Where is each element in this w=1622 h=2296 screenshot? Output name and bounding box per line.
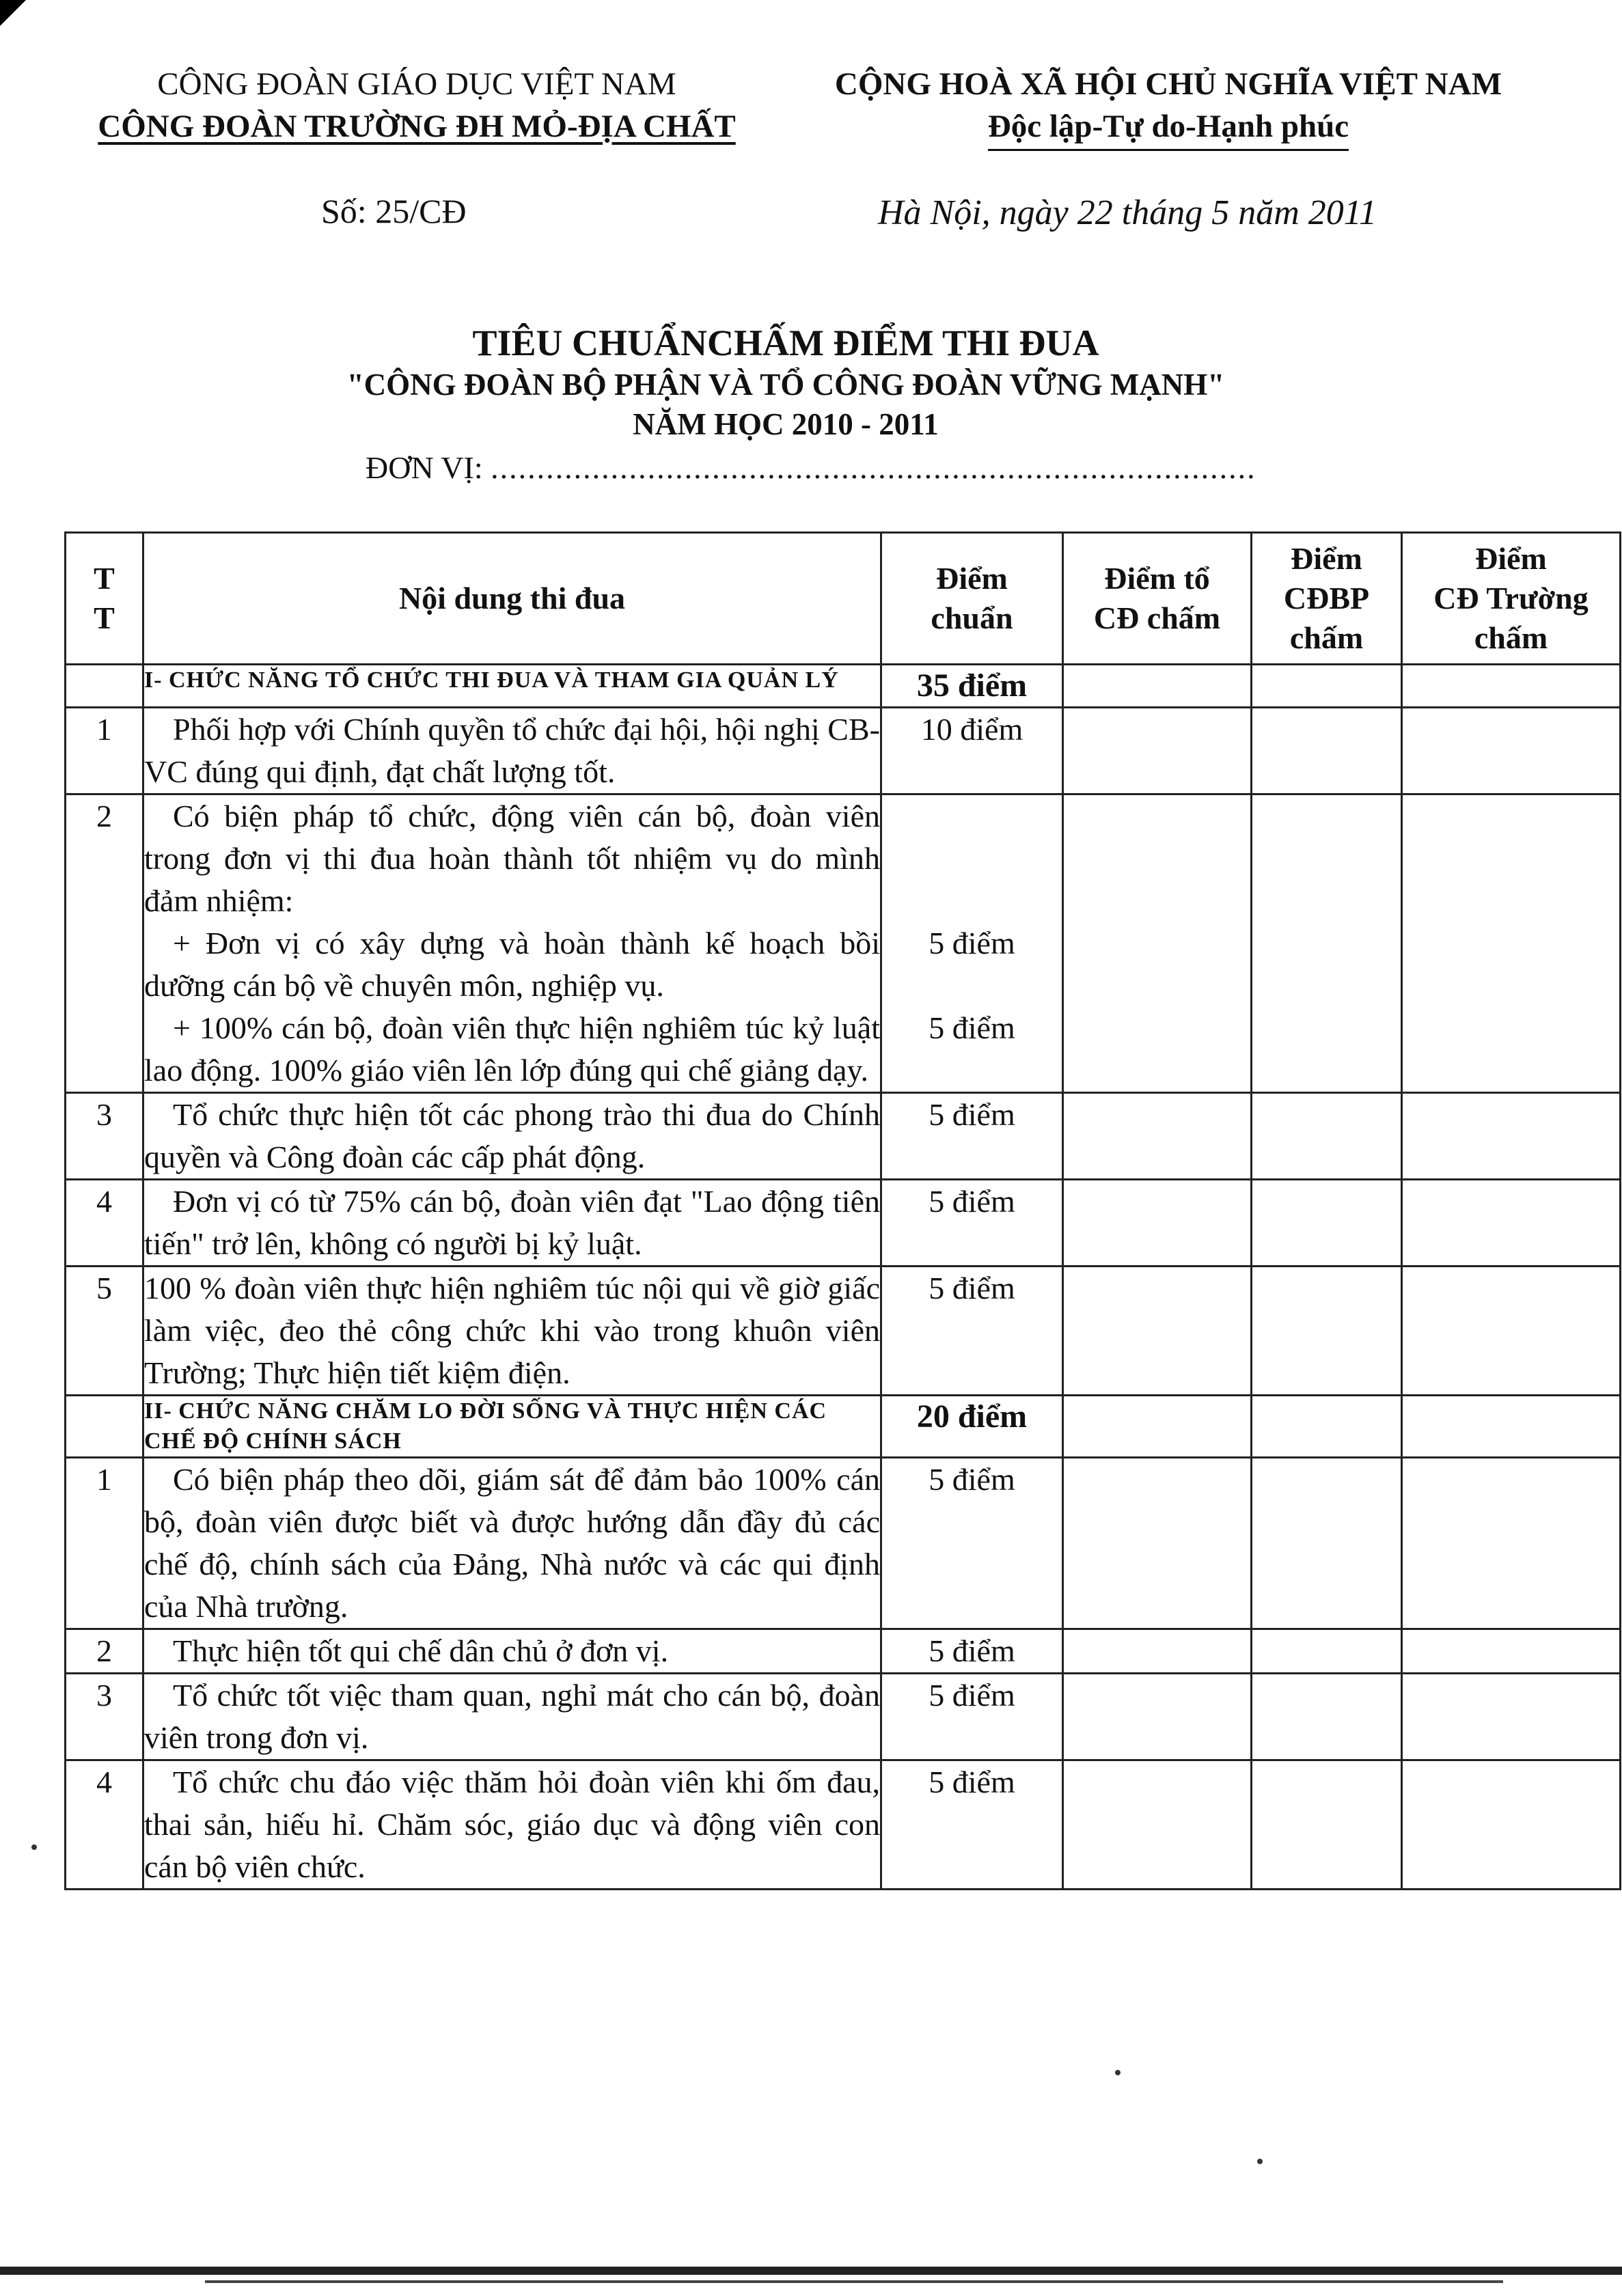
- scan-speck: [1257, 2159, 1263, 2164]
- sub-item-a-score: 5 điểm: [929, 926, 1015, 960]
- col-header-group-1: Điểm tổ: [1104, 561, 1210, 596]
- nation-line-1: CỘNG HOÀ XÃ HỘI CHỦ NGHĨA VIỆT NAM: [834, 66, 1502, 102]
- row-standard-score: 5 điểm: [881, 1458, 1063, 1629]
- scan-bottom-edge-line: [205, 2280, 1503, 2283]
- score-cell-group[interactable]: [1063, 1396, 1252, 1458]
- organization-header: [68, 63, 765, 148]
- title-subtitle: "CÔNG ĐOÀN BỘ PHẬN VÀ TỔ CÔNG ĐOÀN VỮNG MẠNH": [346, 368, 1225, 402]
- row-standard-score: 5 điểm: [881, 1674, 1063, 1760]
- place-and-date: Hà Nội, ngày 22 tháng 5 năm 2011: [878, 193, 1377, 232]
- national-header: [793, 63, 1544, 151]
- table-row: [66, 1629, 1621, 1674]
- row-content: Có biện pháp theo dõi, giám sát để đảm bảo 100% cán bộ, đoàn viên được biết và được hướng dẫn đầy đủ các chế độ, chính sách của Đảng, Nhà nước và các qui định của Nhà trường.: [143, 1458, 881, 1629]
- score-cell-cdbp[interactable]: [1252, 708, 1402, 794]
- document-number: Số: 25/CĐ: [321, 192, 467, 230]
- score-cell-school[interactable]: [1402, 1629, 1621, 1674]
- col-header-school-score: [1402, 533, 1621, 665]
- col-header-standard-1: Điểm: [936, 561, 1008, 596]
- section-tt-cell: [66, 665, 143, 708]
- score-cell-cdbp[interactable]: [1252, 1093, 1402, 1180]
- sub-item-b-score: 5 điểm: [929, 1010, 1015, 1045]
- score-cell-group[interactable]: [1063, 1674, 1252, 1760]
- section-title-1: I- CHỨC NĂNG TỔ CHỨC THI ĐUA VÀ THAM GIA QUẢN LÝ: [143, 665, 881, 708]
- unit-blank: ...................................................................................: [491, 450, 1256, 485]
- score-cell-school[interactable]: [1402, 665, 1621, 708]
- score-cell-cdbp[interactable]: [1252, 1396, 1402, 1458]
- row-standard-score: 5 điểm: [881, 1093, 1063, 1180]
- row-standard-score: 10 điểm: [881, 708, 1063, 794]
- row-standard-score: 5 điểm: [881, 1267, 1063, 1396]
- score-cell-group[interactable]: [1063, 794, 1252, 1093]
- score-cell-school[interactable]: [1402, 1760, 1621, 1890]
- title-main: TIÊU CHUẨNCHẤM ĐIỂM THI ĐUA: [472, 322, 1099, 363]
- score-cell-group[interactable]: [1063, 1629, 1252, 1674]
- table-row: [66, 1458, 1621, 1629]
- row-number: 4: [66, 1760, 143, 1890]
- section-row-1: [66, 665, 1621, 708]
- col-header-school-1: Điểm: [1475, 541, 1547, 576]
- col-header-cdbp-1: Điểm: [1291, 541, 1362, 576]
- col-header-standard: [881, 533, 1063, 665]
- row-content: 100 % đoàn viên thực hiện nghiêm túc nội qui về giờ giấc làm việc, đeo thẻ công chức khi vào trong khuôn viên Trường; Thực hiện tiết kiệm điện.: [143, 1267, 881, 1396]
- national-motto: Độc lập-Tự do-Hạnh phúc: [988, 105, 1349, 151]
- row-content: Phối hợp với Chính quyền tổ chức đại hội, hội nghị CB-VC đúng qui định, đạt chất lượng tốt.: [143, 708, 881, 794]
- score-cell-cdbp[interactable]: [1252, 794, 1402, 1093]
- score-cell-group[interactable]: [1063, 1458, 1252, 1629]
- score-cell-school[interactable]: [1402, 1674, 1621, 1760]
- score-cell-cdbp[interactable]: [1252, 1458, 1402, 1629]
- row-number: 1: [66, 708, 143, 794]
- scan-corner-mark: [0, 0, 26, 26]
- col-header-standard-2: chuẩn: [931, 600, 1013, 635]
- section-score-2: 20 điểm: [881, 1396, 1063, 1458]
- score-cell-group[interactable]: [1063, 665, 1252, 708]
- row-standard-score: 5 điểm: [881, 1180, 1063, 1267]
- score-cell-group[interactable]: [1063, 1267, 1252, 1396]
- score-cell-cdbp[interactable]: [1252, 665, 1402, 708]
- score-cell-cdbp[interactable]: [1252, 1674, 1402, 1760]
- row-sub-item-b: + 100% cán bộ, đoàn viên thực hiện nghiêm túc kỷ luật lao động. 100% giáo viên lên lớp đúng qui chế giảng dạy.: [144, 1010, 880, 1088]
- row-content: Tổ chức chu đáo việc thăm hỏi đoàn viên khi ốm đau, thai sản, hiếu hỉ. Chăm sóc, giáo dục và động viên con cán bộ viên chức.: [143, 1760, 881, 1890]
- row-number: 4: [66, 1180, 143, 1267]
- col-header-school-3: chấm: [1474, 620, 1548, 655]
- row-intro: Có biện pháp tổ chức, động viên cán bộ, đoàn viên trong đơn vị thi đua hoàn thành tốt nhiệm vụ do mình đảm nhiệm:: [144, 799, 880, 918]
- score-cell-school[interactable]: [1402, 1267, 1621, 1396]
- score-cell-cdbp[interactable]: [1252, 1180, 1402, 1267]
- col-header-cdbp-3: chấm: [1289, 620, 1364, 655]
- table-row: [66, 794, 1621, 1093]
- table-row: [66, 1093, 1621, 1180]
- row-content: Tổ chức tốt việc tham quan, nghỉ mát cho cán bộ, đoàn viên trong đơn vị.: [143, 1674, 881, 1760]
- row-standard-score: 5 điểm: [881, 1760, 1063, 1890]
- score-cell-group[interactable]: [1063, 1760, 1252, 1890]
- row-content: Thực hiện tốt qui chế dân chủ ở đơn vị.: [143, 1629, 881, 1674]
- score-cell-group[interactable]: [1063, 1093, 1252, 1180]
- table-row: [66, 1674, 1621, 1760]
- table-row: [66, 708, 1621, 794]
- row-standard-score: [881, 794, 1063, 1093]
- org-line-1: CÔNG ĐOÀN GIÁO DỤC VIỆT NAM: [157, 66, 676, 102]
- scan-bottom-edge: [0, 2267, 1622, 2275]
- row-number: 5: [66, 1267, 143, 1396]
- table-header-row: [66, 533, 1621, 665]
- score-cell-cdbp[interactable]: [1252, 1629, 1402, 1674]
- col-header-group-score: [1063, 533, 1252, 665]
- score-cell-school[interactable]: [1402, 1180, 1621, 1267]
- row-sub-item-a: + Đơn vị có xây dựng và hoàn thành kế hoạch bồi dưỡng cán bộ về chuyên môn, nghiệp vụ.: [144, 926, 880, 1003]
- score-cell-cdbp[interactable]: [1252, 1267, 1402, 1396]
- document-title: [137, 321, 1435, 444]
- score-cell-group[interactable]: [1063, 1180, 1252, 1267]
- row-number: 3: [66, 1093, 143, 1180]
- section-score-1: 35 điểm: [881, 665, 1063, 708]
- col-header-group-2: CĐ chấm: [1093, 600, 1221, 635]
- row-standard-score: 5 điểm: [881, 1629, 1063, 1674]
- col-header-cdbp-score: [1252, 533, 1402, 665]
- col-header-tt-1: T: [94, 561, 115, 596]
- table-row: [66, 1760, 1621, 1890]
- title-school-year: NĂM HỌC 2010 - 2011: [633, 407, 939, 441]
- score-cell-school[interactable]: [1402, 794, 1621, 1093]
- col-header-cdbp-2: CĐBP: [1283, 581, 1370, 616]
- score-cell-cdbp[interactable]: [1252, 1760, 1402, 1890]
- row-content: Tổ chức thực hiện tốt các phong trào thi đua do Chính quyền và Công đoàn các cấp phát động.: [143, 1093, 881, 1180]
- section-row-2: [66, 1396, 1621, 1458]
- unit-label: ĐƠN VỊ:: [366, 450, 483, 485]
- scoring-table: [64, 531, 1621, 1890]
- score-cell-group[interactable]: [1063, 708, 1252, 794]
- row-number: 2: [66, 1629, 143, 1674]
- scan-speck: [31, 1844, 37, 1850]
- section-tt-cell: [66, 1396, 143, 1458]
- row-number: 3: [66, 1674, 143, 1760]
- org-line-2: CÔNG ĐOÀN TRƯỜNG ĐH MỎ-ĐỊA CHẤT: [98, 109, 736, 144]
- scan-speck: [1115, 2070, 1121, 2075]
- row-content: [143, 794, 881, 1093]
- row-number: 1: [66, 1458, 143, 1629]
- table-row: [66, 1180, 1621, 1267]
- col-header-tt-2: T: [94, 600, 115, 635]
- score-cell-school[interactable]: [1402, 1093, 1621, 1180]
- score-cell-school[interactable]: [1402, 1458, 1621, 1629]
- section-title-2: II- CHỨC NĂNG CHĂM LO ĐỜI SỐNG VÀ THỰC HIỆN CÁC CHẾ ĐỘ CHÍNH SÁCH: [143, 1396, 881, 1458]
- col-header-school-2: CĐ Trường: [1433, 581, 1589, 616]
- unit-field: [366, 449, 1256, 486]
- table-row: [66, 1267, 1621, 1396]
- score-cell-school[interactable]: [1402, 1396, 1621, 1458]
- col-header-tt: [66, 533, 143, 665]
- row-number: 2: [66, 794, 143, 1093]
- score-cell-school[interactable]: [1402, 708, 1621, 794]
- col-header-content: Nội dung thi đua: [143, 533, 881, 665]
- row-content: Đơn vị có từ 75% cán bộ, đoàn viên đạt "Lao động tiên tiến" trở lên, không có người bị kỷ luật.: [143, 1180, 881, 1267]
